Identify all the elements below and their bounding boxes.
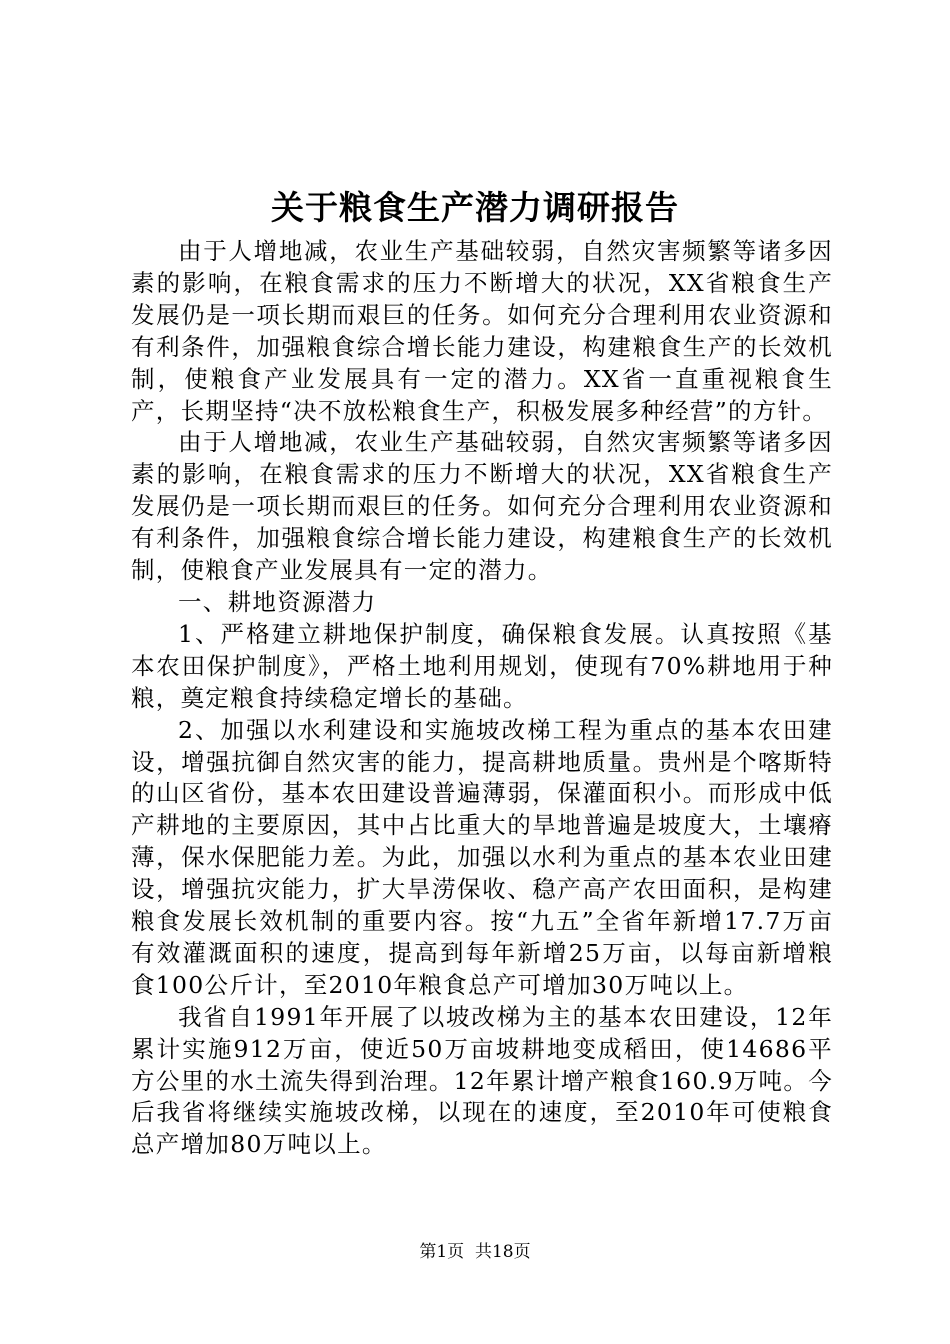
- paragraph-item-1: 1、严格建立耕地保护制度，确保粮食发展。认真按照《基本农田保护制度》，严格土地利用规划，使现有70%耕地用于种粮，奠定粮食持续稳定增长的基础。: [131, 619, 833, 712]
- section-heading-farmland: 一、耕地资源潜力: [178, 587, 377, 616]
- paragraph-province-history: 我省自1991年开展了以坡改梯为主的基本农田建设，12年累计实施912万亩，使近50万亩坡耕地变成稻田，使14686平方公里的水土流失得到治理。12年累计增产粮食160.9万吨。今后我省将继续实施坡改梯，以现在的速度，至2010年可使粮食总产增加80万吨以上。: [131, 1002, 833, 1159]
- paragraph-item-2: 2、加强以水利建设和实施坡改梯工程为重点的基本农田建设，增强抗御自然灾害的能力，提高耕地质量。贵州是个喀斯特的山区省份，基本农田建设普遍薄弱，保灌面积小。而形成中低产耕地的主要原因，其中占比重大的旱地普遍是坡度大，土壤瘠薄，保水保肥能力差。为此，加强以水利为重点的基本农业田建设，增强抗灾能力，扩大旱涝保收、稳产高产农田面积，是构建粮食发展长效机制的重要内容。按“九五”全省年新增17.7万亩有效灌溉面积的速度，提高到每年新增25万亩，以每亩新增粮食100公斤计，至2010年粮食总产可增加30万吨以上。: [131, 715, 833, 999]
- page-footer: [0, 1240, 950, 1264]
- page-number-label: 第1页 共18页: [419, 1242, 531, 1262]
- paragraph-intro-1: 由于人增地减，农业生产基础较弱，自然灾害频繁等诸多因素的影响，在粮食需求的压力不断增大的状况，XX省粮食生产发展仍是一项长期而艰巨的任务。如何充分合理利用农业资源和有利条件，加强粮食综合增长能力建设，构建粮食生产的长效机制，使粮食产业发展具有一定的潜力。XX省一直重视粮食生产，长期坚持“决不放松粮食生产，积极发展多种经营”的方针。: [131, 237, 833, 425]
- document-body: [131, 236, 833, 1161]
- document-title: 关于粮食生产潜力调研报告: [271, 188, 679, 227]
- paragraph-intro-2: 由于人增地减，农业生产基础较弱，自然灾害频繁等诸多因素的影响，在粮食需求的压力不断增大的状况，XX省粮食生产发展仍是一项长期而艰巨的任务。如何充分合理利用农业资源和有利条件，加强粮食综合增长能力建设，构建粮食生产的长效机制，使粮食产业发展具有一定的潜力。: [131, 428, 833, 585]
